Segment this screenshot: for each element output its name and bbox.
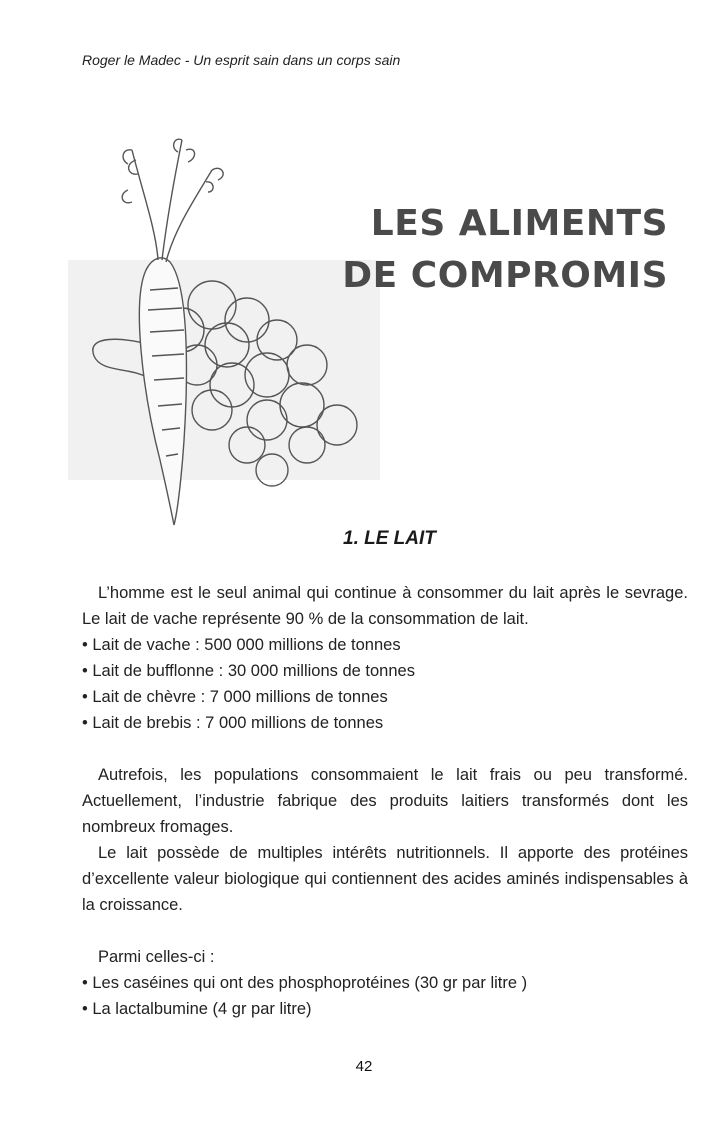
list-item: • La lactalbumine (4 gr par litre) (82, 1000, 312, 1018)
chapter-title (340, 198, 668, 302)
list-item: • Les caséines qui ont des phosphoprotéines (30 gr par litre ) (82, 974, 528, 992)
list-item: • Lait de bufflonne : 30 000 millions de tonnes (82, 662, 415, 680)
chapter-title-line-2: DE COMPROMIS (342, 255, 668, 296)
list-item: • Lait de chèvre : 7 000 millions de tonnes (82, 688, 388, 706)
list-item: • Lait de vache : 500 000 millions de tonnes (82, 636, 401, 654)
section-heading: 1. LE LAIT (343, 528, 436, 549)
list-item: • Lait de brebis : 7 000 millions de tonnes (82, 714, 384, 732)
body-text (82, 580, 688, 1022)
paragraph-2: Autrefois, les populations consommaient le lait frais ou peu transformé. Actuellement, l’industrie fabrique des produits laitiers transformés dont les nombreux fromages. (82, 766, 688, 836)
carrot-grapes-illustration (62, 130, 392, 530)
page-number: 42 (355, 1058, 373, 1075)
paragraph-4: Parmi celles-ci : (98, 948, 215, 966)
chapter-title-line-1: LES ALIMENTS (370, 203, 668, 244)
paragraph-1: L’homme est le seul animal qui continue à consommer du lait après le sevrage. Le lait de vache représente 90 % de la consommation de lait. (82, 584, 688, 628)
running-header: Roger le Madec - Un esprit sain dans un corps sain (82, 52, 401, 68)
paragraph-3: Le lait possède de multiples intérêts nutritionnels. Il apporte des protéines d’excellente valeur biologique qui contiennent des acides aminés indispensables à la croissance. (82, 844, 688, 914)
